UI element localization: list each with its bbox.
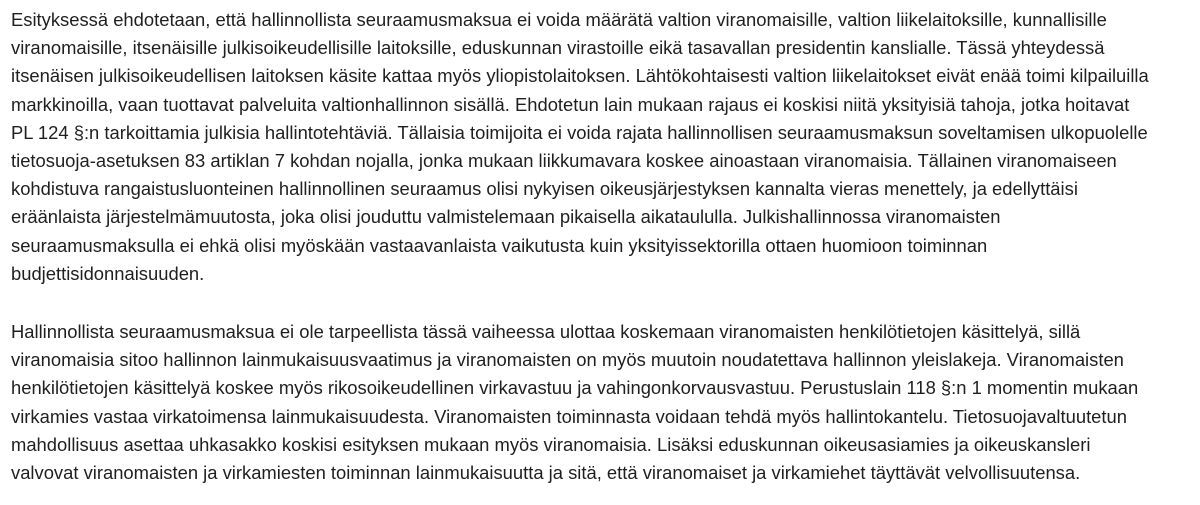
paragraph-line: kohdistuva rangaistusluonteinen hallinnollinen seuraamus olisi nykyisen oikeusjärjestyksen kannalta vieras menettely, ja edellyttäisi bbox=[11, 178, 1078, 200]
paragraph-line: henkilötietojen käsittelyä koskee myös rikosoikeudellinen virkavastuu ja vahingonkorvausvastuu. Perustuslain 118 §:n 1 momentin mukaan bbox=[11, 377, 1139, 399]
paragraph-line: budjettisidonnaisuuden. bbox=[11, 262, 205, 284]
paragraph-line: tietosuoja-asetuksen 83 artiklan 7 kohdan nojalla, jonka mukaan liikkumavara koskee ainoastaan viranomaisia. Tällainen viranomaiseen bbox=[11, 149, 1117, 171]
paragraph-line: mahdollisuus asettaa uhkasakko koskisi esityksen mukaan myös viranomaisia. Lisäksi eduskunnan oikeusasiamies ja oikeuskansleri bbox=[11, 433, 1091, 455]
paragraph-2 bbox=[11, 318, 1138, 487]
paragraph-line: valvovat viranomaisten ja virkamiesten toiminnan lainmukaisuutta ja sitä, että viranomaiset ja virkamiehet täyttävät velvollisuutensa. bbox=[11, 461, 1081, 483]
paragraph-line: viranomaisille, itsenäisille julkisoikeudellisille laitoksille, eduskunnan virastoille eikä tasavallan presidentin kanslialle. Tässä yhteydessä bbox=[11, 37, 1105, 59]
paragraph-line: Hallinnollista seuraamusmaksua ei ole tarpeellista tässä vaiheessa ulottaa koskemaan viranomaisten henkilötietojen käsittelyä, sillä bbox=[11, 321, 1081, 342]
paragraph-line: markkinoilla, vaan tuottavat palveluita valtionhallinnon sisällä. Ehdotetun lain mukaan rajaus ei koskisi niitä yksityisiä tahoja, jotka hoitavat bbox=[11, 93, 1130, 115]
paragraph-line: PL 124 §:n tarkoittamia julkisia hallintotehtäviä. Tällaisia toimijoita ei voida rajata hallinnollisen seuraamusmaksun soveltamisen ulkopuolelle bbox=[11, 121, 1148, 143]
paragraph-line: eräänlaista järjestelmämuutosta, joka olisi jouduttu valmistelemaan pikaisella aikataululla. Julkishallinnossa viranomaisten bbox=[11, 206, 1001, 228]
paragraph-line: virkamies vastaa virkatoimensa lainmukaisuudesta. Viranomaisten toiminnasta voidaan tehdä myös hallintokantelu. Tietosuojavaltuutetun bbox=[11, 405, 1127, 427]
paragraph-1 bbox=[11, 6, 1149, 288]
paragraph-line: itsenäisen julkisoikeudellisen laitoksen käsite kattaa myös yliopistolaitoksen. Lähtökohtaisesti valtion liikelaitokset eivät enää toimi kilpailuilla bbox=[11, 65, 1149, 87]
paragraph-line: seuraamusmaksulla ei ehkä olisi myöskään vastaavanlaista vaikutusta kuin yksityissektorilla ottaen huomioon toiminnan bbox=[11, 234, 988, 256]
paragraph-line: viranomaisia sitoo hallinnon lainmukaisuusvaatimus ja viranomaisten on myös muutoin noudatettava hallinnon yleislakeja. Viranomaisten bbox=[11, 349, 1124, 371]
paragraph-line: Esityksessä ehdotetaan, että hallinnollista seuraamusmaksua ei voida määrätä valtion viranomaisille, valtion liikelaitoksille, kunnallisille bbox=[11, 9, 1107, 30]
